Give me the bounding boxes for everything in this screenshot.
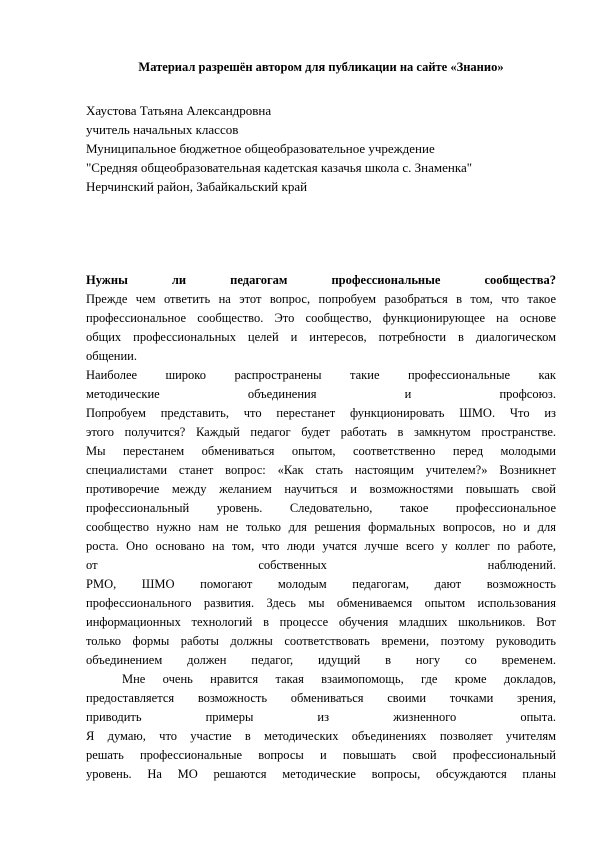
body-line: методические объединения и профсоюз.	[86, 387, 556, 401]
author-position: учитель начальных классов	[86, 122, 239, 137]
publication-note: Материал разрешён автором для публикации на сайте «Знанио»	[138, 60, 504, 74]
body-line: Прежде чем ответить на этот вопрос, попробуем разобраться в том, что такое	[86, 292, 556, 306]
body-line: объединением должен педагог, идущий в ногу со временем.	[86, 653, 556, 667]
body-line: только формы работы должны соответствовать времени, поэтому руководить	[86, 634, 556, 648]
body-line: профессионального развития. Здесь мы обмениваемся опытом использования	[86, 596, 556, 610]
body-line: профессиональный уровень. Следовательно, такое профессиональное	[86, 501, 556, 515]
article-body	[86, 290, 556, 784]
body-line: общих профессиональных целей и интересов, потребности в диалогическом	[86, 330, 556, 344]
body-line: профессиональное сообщество. Это сообщество, функционирующее на основе	[86, 311, 556, 325]
body-line: Попробуем представить, что перестанет функционировать ШМО. Что из	[86, 406, 556, 420]
body-line: РМО, ШМО помогают молодым педагогам, дают возможность	[86, 577, 556, 591]
author-organization: Муниципальное бюджетное общеобразовательное учреждение	[86, 141, 435, 156]
body-line: предоставляется возможность обмениваться своими точками зрения,	[86, 691, 556, 705]
body-line: решать профессиональные вопросы и повышать свой профессиональный	[86, 748, 556, 762]
body-line: общении.	[86, 349, 137, 363]
body-line: сообщество нужно нам не только для решения формальных вопросов, но и для	[86, 520, 556, 534]
body-line: Мне очень нравится такая взаимопомощь, где кроме докладов,	[122, 672, 556, 686]
body-line: уровень. На МО решаются методические вопросы, обсуждаются планы	[86, 767, 556, 781]
author-name: Хаустова Татьяна Александровна	[86, 103, 272, 118]
document-page	[86, 58, 556, 784]
author-info	[86, 101, 556, 196]
body-line: роста. Оно основано на том, что люди учатся лучше всего у коллег по работе,	[86, 539, 556, 553]
body-line: Я думаю, что участие в методических объединениях позволяет учителям	[86, 729, 556, 743]
body-line: специалистами станет вопрос: «Как стать настоящим учителем?» Возникнет	[86, 463, 556, 477]
body-line: этого получится? Каждый педагог будет работать в замкнутом пространстве.	[86, 425, 556, 439]
author-region: Нерчинский район, Забайкальский край	[86, 179, 308, 194]
body-line: Наиболее широко распространены такие профессиональные как	[86, 368, 556, 382]
article-title: Нужны ли педагогам профессиональные сообщества?	[86, 273, 556, 287]
body-line: информационных технологий в процессе обучения младших школьников. Вот	[86, 615, 556, 629]
body-line: приводить примеры из жизненного опыта.	[86, 710, 556, 724]
author-school: "Средняя общеобразовательная кадетская казачья школа с. Знаменка"	[86, 160, 473, 175]
body-line: от собственных наблюдений.	[86, 558, 556, 572]
body-line: Мы перестанем обмениваться опытом, соответственно перед молодыми	[86, 444, 556, 458]
body-line: противоречие между желанием научиться и возможностями повышать свой	[86, 482, 556, 496]
